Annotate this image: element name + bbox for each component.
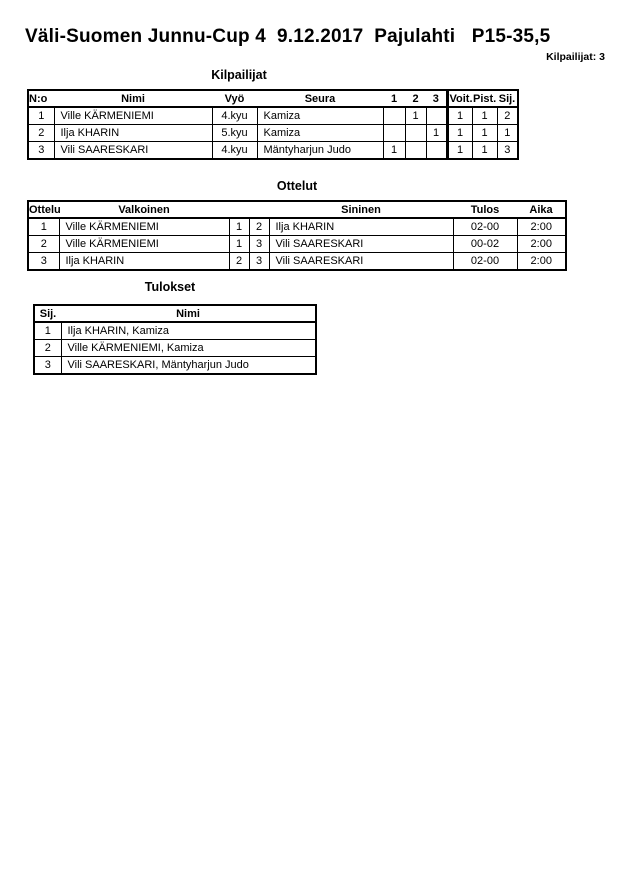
- match-row: [28, 236, 566, 253]
- cell-white-no: 2: [229, 253, 249, 271]
- col-blue: Sininen: [269, 201, 453, 218]
- cell-result: 00-02: [453, 236, 517, 253]
- matches-heading: Ottelut: [276, 179, 318, 193]
- col-result: Tulos: [453, 201, 517, 218]
- cell-blue: Vili SAARESKARI: [269, 236, 453, 253]
- cell-round3: [426, 142, 447, 160]
- cell-points: 1: [472, 125, 497, 142]
- cell-name: Ville KÄRMENIEMI: [54, 107, 212, 125]
- cell-blue: Vili SAARESKARI: [269, 253, 453, 271]
- col-name: Nimi: [61, 305, 316, 322]
- results-table: [33, 304, 317, 375]
- cell-blue-no: 3: [249, 236, 269, 253]
- competitor-row: [28, 125, 518, 142]
- col-place: Sij.: [497, 90, 518, 107]
- result-row: [34, 357, 316, 375]
- page-title: Väli-Suomen Junnu-Cup 4 9.12.2017 Pajulahti P15-35,5: [25, 26, 551, 47]
- cell-blue-no: 2: [249, 218, 269, 236]
- cell-match-no: 3: [28, 253, 59, 271]
- cell-result: 02-00: [453, 218, 517, 236]
- cell-wins: 1: [447, 125, 472, 142]
- cell-club: Kamiza: [257, 125, 383, 142]
- cell-name: Ilja KHARIN: [54, 125, 212, 142]
- cell-round2: [405, 125, 426, 142]
- cell-time: 2:00: [517, 236, 566, 253]
- competitors-heading: Kilpailijat: [211, 68, 267, 82]
- competitors-table: [27, 89, 519, 160]
- cell-points: 1: [472, 142, 497, 160]
- competitor-row: [28, 107, 518, 125]
- result-row: [34, 322, 316, 340]
- col-round3: 3: [426, 90, 447, 107]
- col-place: Sij.: [34, 305, 61, 322]
- match-row: [28, 218, 566, 236]
- col-belt: Vyö: [212, 90, 257, 107]
- cell-round1: 1: [383, 142, 405, 160]
- cell-match-no: 2: [28, 236, 59, 253]
- competitors-header-row: [28, 90, 518, 107]
- cell-place: 1: [497, 125, 518, 142]
- cell-white-no: 1: [229, 236, 249, 253]
- cell-points: 1: [472, 107, 497, 125]
- cell-white-no: 1: [229, 218, 249, 236]
- cell-no: 1: [28, 107, 54, 125]
- competitors-count: Kilpailijat: 3: [546, 51, 605, 63]
- cell-wins: 1: [447, 142, 472, 160]
- cell-match-no: 1: [28, 218, 59, 236]
- cell-blue-no: 3: [249, 253, 269, 271]
- col-match-no: Ottelu: [28, 201, 59, 218]
- cell-round3: [426, 107, 447, 125]
- cell-name: Vili SAARESKARI, Mäntyharjun Judo: [61, 357, 316, 375]
- cell-white: Ville KÄRMENIEMI: [59, 218, 229, 236]
- cell-no: 2: [28, 125, 54, 142]
- cell-name: Ilja KHARIN, Kamiza: [61, 322, 316, 340]
- cell-place: 1: [34, 322, 61, 340]
- cell-no: 3: [28, 142, 54, 160]
- col-round2: 2: [405, 90, 426, 107]
- cell-round2: [405, 142, 426, 160]
- col-wins: Voit.: [447, 90, 472, 107]
- cell-round1: [383, 125, 405, 142]
- cell-belt: 5.kyu: [212, 125, 257, 142]
- cell-result: 02-00: [453, 253, 517, 271]
- cell-belt: 4.kyu: [212, 107, 257, 125]
- cell-round1: [383, 107, 405, 125]
- col-white: Valkoinen: [59, 201, 229, 218]
- cell-time: 2:00: [517, 218, 566, 236]
- col-round1: 1: [383, 90, 405, 107]
- col-name: Nimi: [54, 90, 212, 107]
- col-time: Aika: [517, 201, 566, 218]
- matches-header-row: [28, 201, 566, 218]
- cell-white: Ilja KHARIN: [59, 253, 229, 271]
- cell-white: Ville KÄRMENIEMI: [59, 236, 229, 253]
- cell-place: 3: [34, 357, 61, 375]
- results-heading: Tulokset: [144, 280, 196, 294]
- cell-name: Vili SAARESKARI: [54, 142, 212, 160]
- col-points: Pist.: [472, 90, 497, 107]
- col-no: N:o: [28, 90, 54, 107]
- cell-belt: 4.kyu: [212, 142, 257, 160]
- cell-wins: 1: [447, 107, 472, 125]
- results-header-row: [34, 305, 316, 322]
- competitor-row: [28, 142, 518, 160]
- cell-time: 2:00: [517, 253, 566, 271]
- col-white-no: [229, 201, 249, 218]
- cell-place: 3: [497, 142, 518, 160]
- cell-name: Ville KÄRMENIEMI, Kamiza: [61, 340, 316, 357]
- cell-place: 2: [497, 107, 518, 125]
- cell-club: Kamiza: [257, 107, 383, 125]
- col-blue-no: [249, 201, 269, 218]
- cell-round3: 1: [426, 125, 447, 142]
- cell-round2: 1: [405, 107, 426, 125]
- result-row: [34, 340, 316, 357]
- cell-blue: Ilja KHARIN: [269, 218, 453, 236]
- match-row: [28, 253, 566, 271]
- cell-club: Mäntyharjun Judo: [257, 142, 383, 160]
- col-club: Seura: [257, 90, 383, 107]
- matches-table: [27, 200, 567, 271]
- cell-place: 2: [34, 340, 61, 357]
